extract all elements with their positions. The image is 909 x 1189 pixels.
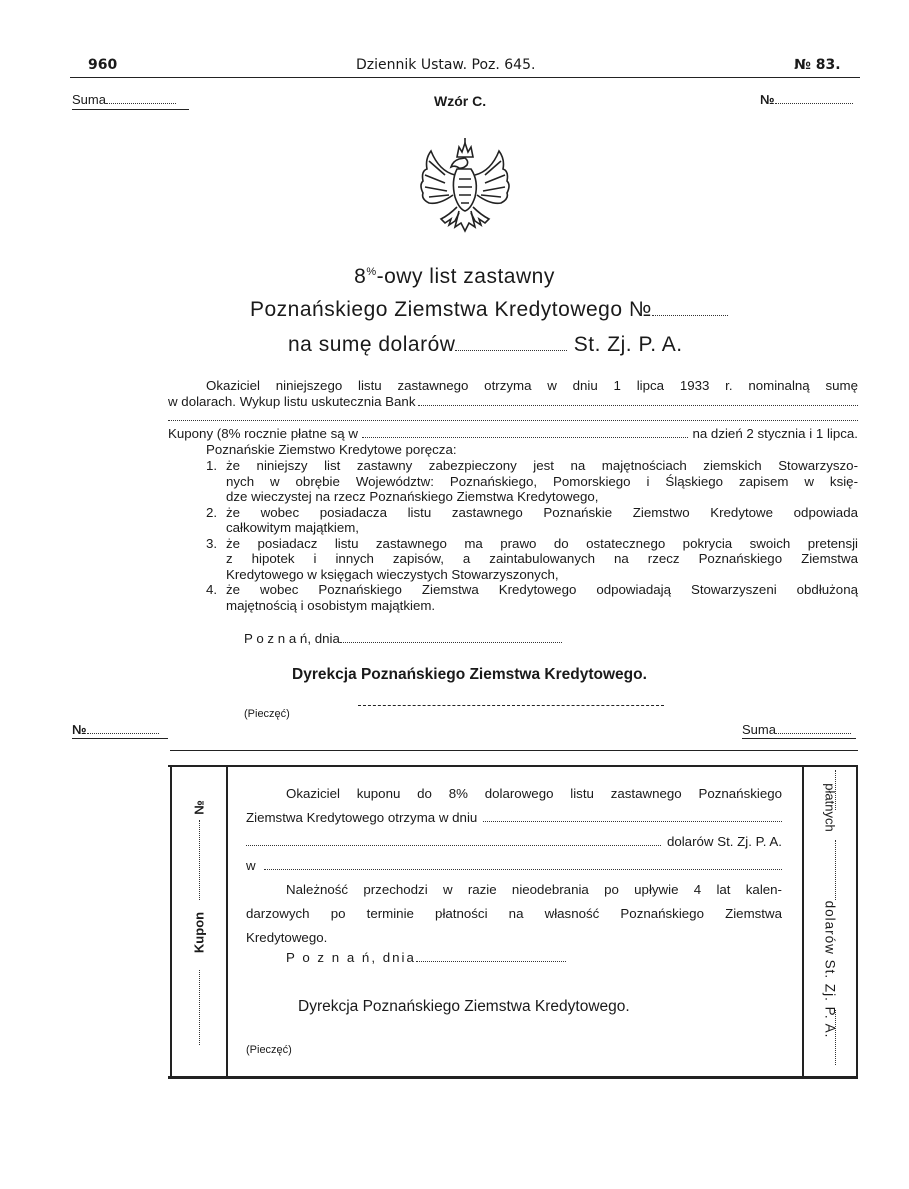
separator-rule	[170, 750, 858, 751]
form-title: Wzór C.	[434, 93, 487, 109]
coupon-amount-currency: dolarów St. Zj. P. A.	[666, 834, 782, 849]
guarantee-text: Kredytowego w księgach wieczystych Stowarzyszonych,	[226, 566, 559, 582]
stub-kupon-dots[interactable]	[199, 970, 200, 1045]
guarantee-text: majętnością i osobistym majątkiem.	[226, 597, 436, 613]
coupon-seal-label: (Pieczęć)	[246, 1044, 292, 1056]
title-percent: %	[366, 266, 377, 278]
polish-eagle-emblem-icon	[415, 135, 515, 245]
coupon-line-3	[246, 830, 782, 854]
stub-suma-underline	[742, 738, 856, 739]
title-line-2	[250, 298, 728, 322]
signature-line[interactable]	[358, 705, 664, 706]
guarantee-item-2	[206, 505, 858, 536]
header-rule	[70, 77, 860, 78]
stub-number-dots[interactable]	[199, 820, 200, 900]
page-number: 960	[88, 57, 118, 73]
suma-underline	[72, 109, 189, 110]
guarantee-item-1	[206, 458, 858, 505]
title-currency: St. Zj. P. A.	[573, 333, 683, 356]
intro-block	[168, 378, 858, 457]
coupons-dates: na dzień 2 stycznia i 1 lipca.	[692, 426, 858, 441]
issuer-signature: Dyrekcja Poznańskiego Ziemstwa Kredytowego.	[292, 666, 647, 683]
title-type: -owy list zastawny	[376, 265, 555, 288]
guarantee-intro: Poznańskie Ziemstwo Kredytowe poręcza:	[206, 441, 457, 457]
title-issuer: Poznańskiego Ziemstwa Kredytowego №	[250, 298, 652, 321]
place-date-field	[244, 631, 562, 647]
coupon-body	[246, 782, 782, 950]
coupon-line-1: Okaziciel kuponu do 8% dolarowego listu zastawnego Poznańskiego	[286, 786, 782, 801]
suma-blank[interactable]	[106, 103, 176, 104]
guarantee-text: że wobec Poznańskiego Ziemstwa Kredytowego odpowiadają Stowarzyszeni obdłużoną	[226, 582, 858, 597]
coupon-place-blank[interactable]	[264, 869, 782, 870]
suma-field	[72, 92, 176, 107]
bank-blank-2[interactable]	[168, 420, 858, 421]
stub-suma-label: Suma	[742, 722, 776, 737]
number-label: №	[760, 92, 775, 107]
guarantee-text: całkowitym majątkiem,	[226, 520, 359, 535]
coupons-line	[168, 426, 858, 442]
stub-suma-blank[interactable]	[776, 733, 851, 734]
coupon-top-border	[168, 765, 858, 767]
coupon-line-2	[246, 806, 782, 830]
bank-blank[interactable]	[418, 405, 858, 406]
coupon-line-4	[246, 854, 782, 878]
guarantee-text: że wobec posiadacza listu zastawnego Poznańskie Ziemstwo Kredytowe odpowiada	[226, 504, 858, 520]
guarantee-text: dze wieczystej na rzecz Poznańskiego Ziemstwa Kredytowego,	[226, 489, 599, 504]
guarantee-list	[206, 458, 858, 613]
guarantee-text: że posiadacz listu zastawnego ma prawo do ostatecznego pokrycia swoich pretensji	[226, 535, 858, 551]
coupon-place-label: w	[246, 858, 256, 873]
stub-number-field	[72, 722, 159, 737]
guarantee-number: 2.	[206, 504, 218, 520]
right-strip-amount: dolarów St. Zj. P. A.	[822, 900, 838, 1039]
coupon-bottom-border	[168, 1076, 858, 1079]
stub-number-underline	[72, 738, 168, 739]
coupon-stub-kupon-label: Kupon	[191, 911, 207, 954]
coupons-label: Kupony (8% rocznie płatne są w	[168, 426, 358, 441]
guarantee-number: 3.	[206, 535, 218, 551]
coupon-right-border	[856, 766, 858, 1078]
coupon-place-date-label: P o z n a ń, dnia	[286, 950, 416, 965]
journal-title: Dziennik Ustaw. Poz. 645.	[356, 57, 536, 73]
coupon-note-line: darzowych po terminie płatności na własność Poznańskiego Ziemstwa	[246, 906, 782, 921]
stub-number-blank[interactable]	[87, 733, 159, 734]
suma-label: Suma	[72, 92, 106, 107]
seal-label: (Pieczęć)	[244, 708, 290, 720]
stub-number-label: №	[72, 722, 87, 737]
coupon-stub-divider	[226, 766, 228, 1078]
title-line-3	[288, 333, 683, 357]
coupon-date-signed-blank[interactable]	[416, 961, 566, 962]
coupon-left-border	[170, 766, 172, 1078]
stub-suma-field	[742, 722, 851, 737]
guarantee-number: 4.	[206, 582, 218, 597]
title-line-1	[0, 265, 909, 289]
guarantee-item-3	[206, 536, 858, 583]
coupon-date-label: Ziemstwa Kredytowego otrzyma w dniu	[246, 810, 478, 825]
coupons-place-blank[interactable]	[362, 437, 688, 438]
intro-line-1: Okaziciel niniejszego listu zastawnego otrzyma w dniu 1 lipca 1933 r. nominalną sumę	[206, 378, 858, 393]
bank-label: w dolarach. Wykup listu uskutecznia Bank	[168, 393, 416, 409]
guarantee-text: że niniejszy list zastawny zabezpieczony jest na majętnościach ziemskich Stowarzyszo-	[226, 458, 858, 473]
number-field	[760, 92, 853, 107]
intro-line-2	[168, 394, 858, 410]
title-rate: 8	[354, 265, 367, 288]
coupon-place-date-field	[286, 946, 566, 970]
coupon-issuer-signature: Dyrekcja Poznańskiego Ziemstwa Kredytowego.	[298, 998, 630, 1015]
title-sum-blank[interactable]	[455, 350, 567, 351]
place-date-label: P o z n a ń, dnia	[244, 631, 340, 646]
guarantee-number: 1.	[206, 458, 218, 473]
right-strip-dots-1[interactable]	[835, 840, 836, 900]
title-number-blank[interactable]	[652, 315, 728, 316]
coupon-note-line: Należność przechodzi w razie nieodebrania po upływie 4 lat kalen-	[286, 882, 782, 897]
coupon-date-blank[interactable]	[483, 821, 782, 822]
right-strip-payable: płatnych	[822, 783, 838, 832]
coupon-amount-blank[interactable]	[246, 845, 661, 846]
issue-number: № 83.	[794, 57, 841, 73]
title-sum-label: na sumę dolarów	[288, 333, 456, 356]
guarantee-text: nych w obrębie Województw: Poznańskiego, Pomorskiego i Śląskiego zapisem w księ-	[226, 473, 858, 489]
guarantee-text: z hipotek i innych zapisów, a zaintabulowanych na rzecz Poznańskiego Ziemstwa	[226, 551, 858, 566]
coupon-stub-number-label: №	[191, 800, 207, 815]
guarantee-item-4	[206, 582, 858, 613]
coupon-note-line: Kredytowego.	[246, 930, 328, 945]
date-blank[interactable]	[340, 642, 562, 643]
number-blank[interactable]	[775, 103, 853, 104]
coupon-right-divider	[802, 766, 804, 1078]
